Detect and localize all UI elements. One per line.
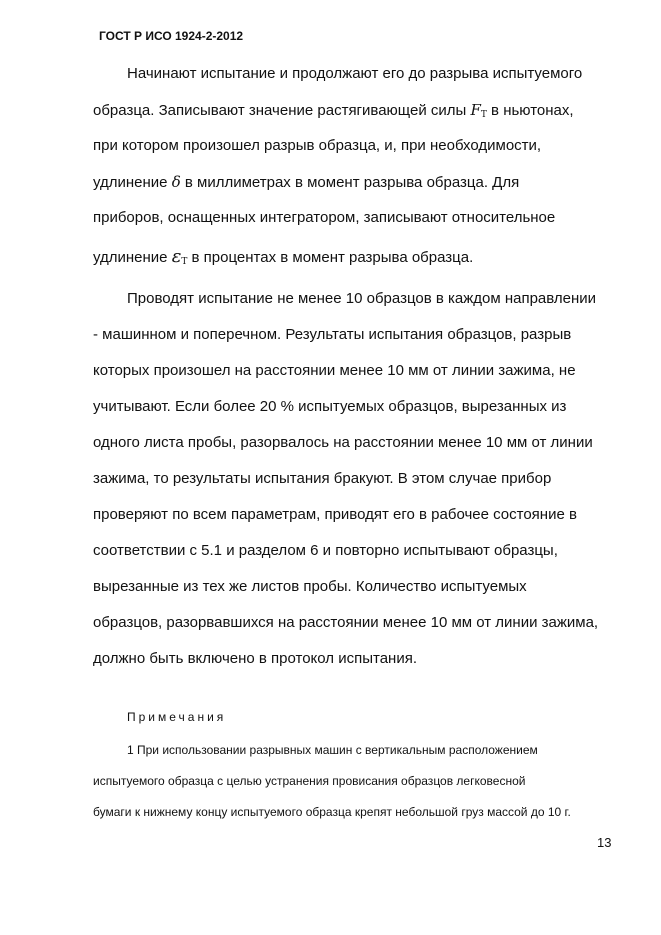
para2-line-2: - машинном и поперечном. Результаты испытания образцов, разрыв bbox=[93, 326, 572, 343]
para1-line-4-text-b: в миллиметрах в момент разрыва образца. Для bbox=[180, 174, 520, 191]
force-symbol-subscript: T bbox=[480, 110, 487, 120]
elongation-symbol: δ bbox=[171, 173, 181, 191]
note-line-3: бумаги к нижнему концу испытуемого образца крепят небольшой груз массой до 10 г. bbox=[93, 805, 571, 819]
para1-line-1: Начинают испытание и продолжают его до разрыва испытуемого bbox=[127, 65, 583, 82]
para1-line-2-text-b: в ньютонах, bbox=[486, 102, 574, 119]
para1-line-4-text-a: удлинение bbox=[93, 174, 172, 191]
para1-line-2 bbox=[93, 101, 574, 120]
relative-elongation-subscript: T bbox=[181, 257, 188, 267]
para2-line-7: проверяют по всем параметрам, приводят его в рабочее состояние в bbox=[93, 506, 577, 523]
document-code-header: ГОСТ Р ИСО 1924-2-2012 bbox=[99, 29, 244, 43]
para1-line-6 bbox=[93, 246, 473, 267]
para2-line-8: соответствии с 5.1 и разделом 6 и повторно испытывают образцы, bbox=[93, 542, 558, 559]
force-symbol-letter: F bbox=[470, 101, 481, 119]
para1-line-6-text-a: удлинение bbox=[93, 249, 172, 266]
note-line-2: испытуемого образца с целью устранения провисания образцов легковесной bbox=[93, 774, 526, 788]
para1-line-2-text-a: образца. Записывают значение растягивающей силы bbox=[93, 102, 471, 119]
para2-line-5: одного листа пробы, разорвалось на расстоянии менее 10 мм от линии bbox=[93, 434, 593, 451]
para1-line-5: приборов, оснащенных интегратором, записывают относительное bbox=[93, 209, 556, 226]
para1-line-4 bbox=[93, 173, 519, 191]
para2-line-10: образцов, разорвавшихся на расстоянии менее 10 мм от линии зажима, bbox=[93, 614, 599, 631]
note-line-1: 1 При использовании разрывных машин с вертикальным расположением bbox=[127, 743, 538, 757]
para2-line-4: учитывают. Если более 20 % испытуемых образцов, вырезанных из bbox=[93, 398, 567, 415]
relative-elongation-letter: ε bbox=[171, 246, 182, 267]
para2-line-9: вырезанные из тех же листов пробы. Количество испытуемых bbox=[93, 578, 527, 595]
para1-line-6-text-b: в процентах в момент разрыва образца. bbox=[187, 249, 474, 266]
para1-line-3: при котором произошел разрыв образца, и, при необходимости, bbox=[93, 137, 542, 154]
para2-line-11: должно быть включено в протокол испытания. bbox=[93, 650, 417, 667]
notes-title: Примечания bbox=[127, 710, 227, 724]
relative-elongation-symbol bbox=[172, 246, 188, 267]
para2-line-6: зажима, то результаты испытания бракуют. В этом случае прибор bbox=[93, 470, 552, 487]
page-number: 13 bbox=[597, 835, 612, 850]
para2-line-3: которых произошел на расстоянии менее 10 мм от линии зажима, не bbox=[93, 362, 576, 379]
para2-line-1: Проводят испытание не менее 10 образцов в каждом направлении bbox=[127, 290, 597, 307]
force-symbol bbox=[470, 101, 486, 119]
